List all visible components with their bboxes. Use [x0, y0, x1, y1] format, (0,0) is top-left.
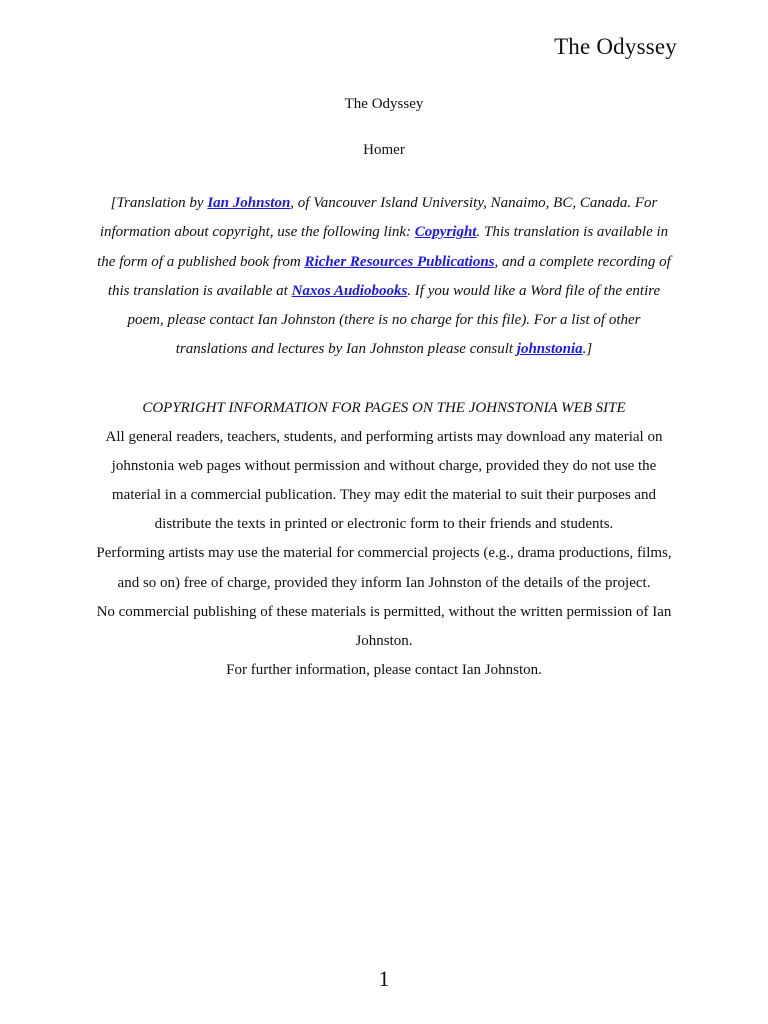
- copyright-heading: COPYRIGHT INFORMATION FOR PAGES ON THE JOHNSTONIA WEB SITE: [142, 400, 626, 416]
- copyright-paragraph: Performing artists may use the material for commercial projects (e.g., drama productions, films, and so on) free of charge, provided they inform Ian Johnston of the details of the project.: [96, 545, 672, 591]
- naxos-audiobooks-link[interactable]: Naxos Audiobooks: [291, 282, 408, 299]
- author-name: Homer: [363, 142, 405, 158]
- running-header: The Odyssey: [554, 34, 677, 59]
- copyright-paragraph: All general readers, teachers, students, and performing artists may download any material on johnstonia web pages without permission and without charge, provided they do not use the material in a commercial publication. They may edit the material to suit their purposes and distribute the texts in printed or electronic form to their friends and students.: [105, 429, 663, 533]
- johnstonia-link[interactable]: johnstonia: [516, 341, 583, 358]
- ian-johnston-link[interactable]: Ian Johnston: [207, 195, 291, 211]
- note-text: . This translation is available in the form of a published book from: [97, 224, 669, 270]
- copyright-link[interactable]: Copyright: [414, 224, 477, 241]
- note-text: .]: [582, 341, 593, 358]
- copyright-section: [92, 394, 676, 685]
- copyright-paragraph: For further information, please contact Ian Johnston.: [226, 661, 542, 678]
- note-text: , and a complete recording of this translation is available at: [107, 253, 671, 299]
- note-text: , of Vancouver Island University, Nanaimo, BC, Canada. For information about copyright, use the following link:: [99, 195, 658, 241]
- note-text: [Translation by: [110, 195, 208, 211]
- copyright-paragraph: No commercial publishing of these materials is permitted, without the written permission of Ian Johnston.: [96, 603, 672, 649]
- page-number: 1: [378, 966, 390, 991]
- translation-note: [92, 189, 676, 365]
- richer-resources-link[interactable]: Richer Resources Publications: [304, 253, 495, 270]
- document-title: The Odyssey: [344, 96, 424, 112]
- note-text: . If you would like a Word file of the entire poem, please contact Ian Johnston (there is no charge for this file). For a list of other translations and lectures by Ian Johnston please consult: [127, 282, 661, 358]
